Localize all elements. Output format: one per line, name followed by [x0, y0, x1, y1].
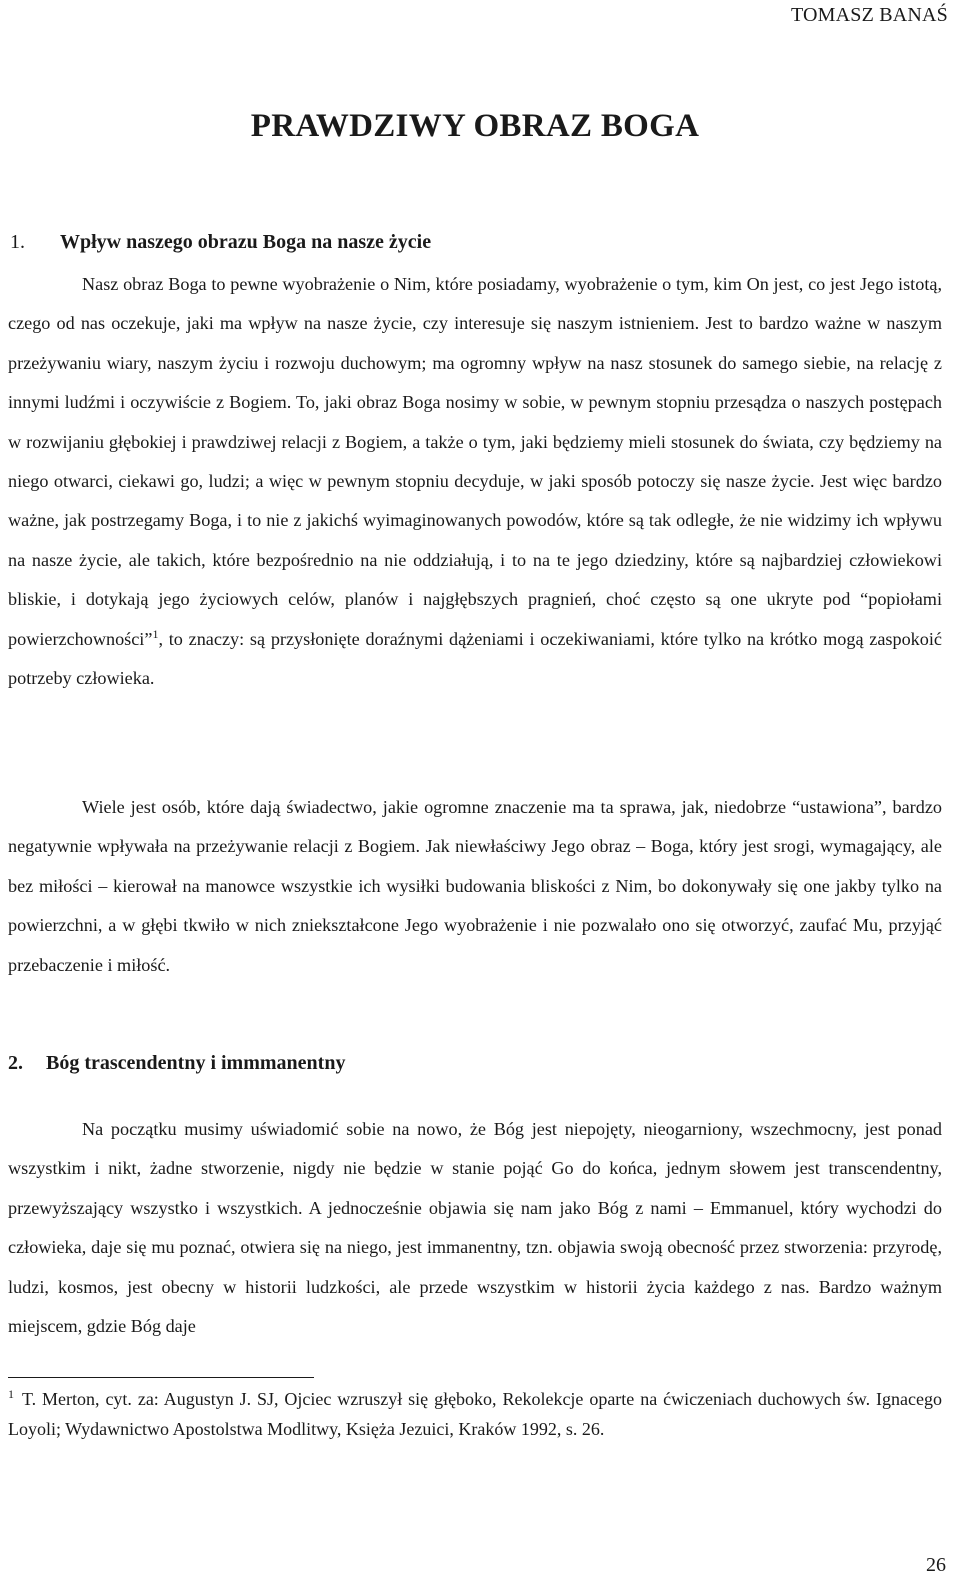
page-number: 26	[926, 1554, 946, 1576]
footnote-separator	[8, 1377, 314, 1378]
footnote-marker: 1	[8, 1387, 14, 1401]
paragraph	[8, 265, 942, 698]
footnote	[8, 1384, 942, 1444]
footnote-reference[interactable]: 1	[152, 626, 159, 641]
section-title: Wpływ naszego obrazu Boga na nasze życie	[60, 231, 432, 253]
section-number: 1.	[10, 231, 25, 253]
document-title: PRAWDZIWY OBRAZ BOGA	[250, 108, 700, 144]
section-1-heading	[10, 231, 431, 254]
section-number: 2.	[8, 1052, 23, 1074]
paragraph: Wiele jest osób, które dają świadectwo, jakie ogromne znaczenie ma ta sprawa, jak, niedobrze “ustawiona”, bardzo negatywnie wpływała na przeżywanie relacji z Bogiem. Jak niewłaściwy Jego obraz – Boga, który jest srogi, wymagający, ale bez miłości – kierował na manowce wszystkie ich wysiłki budowania bliskości z Nim, bo dokonywały się one jakby tylko na powierzchni, a w głębi tkwiło w nich zniekształcone Jego wyobrażenie i nie pozwalało ono się otworzyć, zaufać Mu, przyjąć przebaczenie i miłość.	[8, 797, 942, 975]
section-2-heading	[8, 1052, 345, 1075]
paragraph-text-continued: , to znaczy: są przysłonięte doraźnymi dążeniami i oczekiwaniami, które tylko na krótko mogą zaspokoić potrzeby człowieka.	[8, 628, 942, 689]
paragraph: Na początku musimy uświadomić sobie na nowo, że Bóg jest niepojęty, nieogarniony, wszechmocny, jest ponad wszystkim i nikt, żadne stworzenie, nigdy nie będzie w stanie pojąć Go do końca, jednym słowem jest transcendentny, przewyższający wszystko i wszystkich. A jednocześnie objawia się nam jako Bóg z nami – Emmanuel, który wychodzi do człowieka, daje się mu poznać, otwiera się na niego, jest immanentny, tzn. objawia swoją obecność przez stworzenia: przyrodę, ludzi, kosmos, jest obecny w historii ludzkości, ale przede wszystkim w historii życia każdego z nas. Bardzo ważnym miejscem, gdzie Bóg daje	[8, 1119, 942, 1337]
footnote-text: T. Merton, cyt. za: Augustyn J. SJ, Ojciec wzruszył się głęboko, Rekolekcje oparte na ćwiczeniach duchowych św. Ignacego Loyoli; Wydawnictwo Apostolstwa Modlitwy, Księża Jezuici, Kraków 1992, s. 26.	[8, 1389, 942, 1439]
paragraph-text: Nasz obraz Boga to pewne wyobrażenie o Nim, które posiadamy, wyobrażenie o tym, kim On jest, co jest Jego istotą, czego od nas oczekuje, jaki ma wpływ na nasze życie, czy interesuje się naszym istnieniem. Jest to bardzo ważne w naszym przeżywaniu wiary, naszym życiu i rozwoju duchowym; ma ogromny wpływ na nasz stosunek do samego siebie, na relację z innymi ludźmi i oczywiście z Bogiem. To, jaki obraz Boga nosimy w sobie, w pewnym stopniu przesądza o naszych postępach w rozwijaniu głębokiej i prawdziwej relacji z Bogiem, a także o tym, jaki będziemy mieli stosunek do świata, czy będziemy na niego otwarci, ciekawi go, ludzi; a więc w pewnym stopniu decyduje, w jaki sposób potoczy się nasze życie. Jest więc bardzo ważne, jak postrzegamy Boga, i to nie z jakichś wyimaginowanych powodów, które są tak odległe, że nie widzimy ich wpływu na nasze życie, ale takich, które bezpośrednio na nie oddziałują, i to na te jego dziedziny, które są najbardziej człowiekowi bliskie, i dotykają jego życiowych celów, planów i najgłębszych pragnień, choć często są one ukryte pod “popiołami powierzchowności”	[8, 274, 942, 649]
section-title: Bóg trascendentny i immmanentny	[46, 1052, 346, 1074]
running-header-author: TOMASZ BANAŚ	[790, 4, 948, 26]
